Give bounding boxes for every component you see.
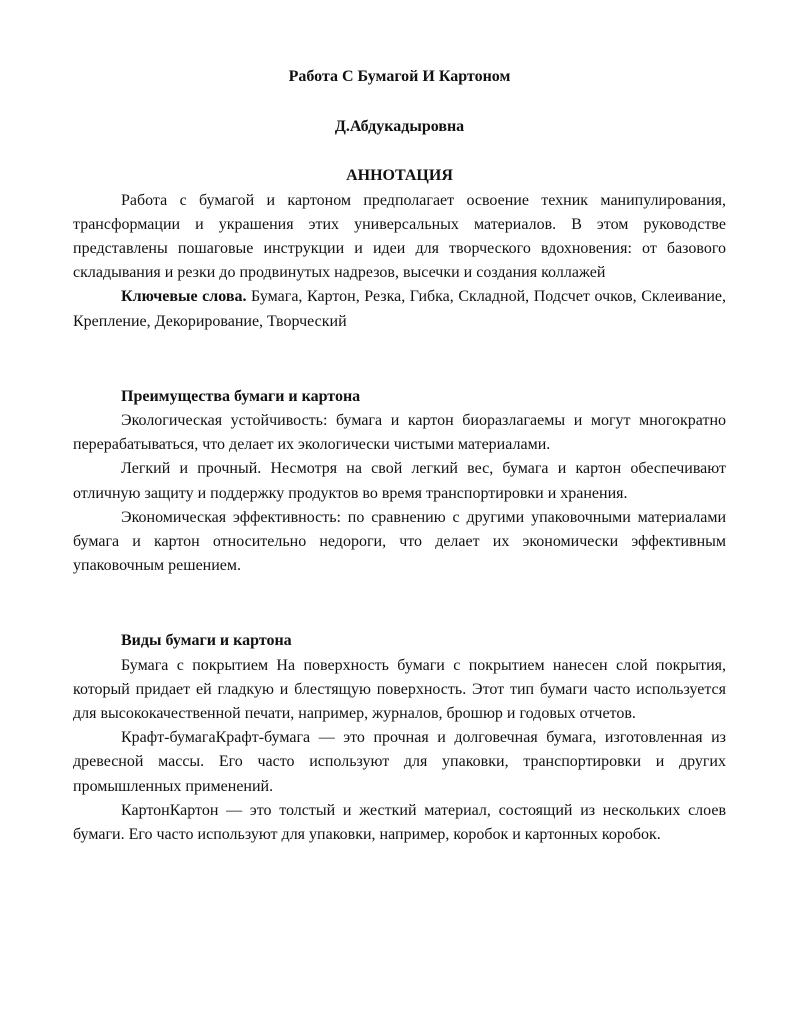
advantages-paragraph-ecology: Экологическая устойчивость: бумага и картон биоразлагаемы и могут многократно перерабатываться, что делает их экологически чистыми материалами. (73, 412, 726, 454)
section-heading-types: Виды бумаги и картона (121, 632, 292, 650)
types-paragraph-cardboard: КартонКартон — это толстый и жесткий материал, состоящий из нескольких слоев бумаги. Его часто используют для упаковки, например, коробок и картонных коробок. (73, 801, 726, 844)
advantages-paragraph-economy: Экономическая эффективность: по сравнению с другими упаковочными материалами бумага и картон относительно недороги, что делает их экономически эффективным упаковочным решением. (73, 508, 726, 575)
annotation-paragraph: Работа с бумагой и картоном предполагает освоение техник манипулирования, трансформации и украшения этих универсальных материалов. В этом руководстве представлены пошаговые инструкции и идеи для творческого вдохновения: от базового складывания и резки до продвинутых надрезов, высечки и создания коллажей (73, 191, 726, 282)
keywords-paragraph (73, 285, 726, 333)
annotation-heading: АННОТАЦИЯ (346, 167, 453, 185)
section-heading-advantages: Преимущества бумаги и картона (121, 387, 361, 405)
document-title: Работа С Бумагой И Картоном (288, 68, 511, 85)
keywords-label: Ключевые слова. (121, 288, 247, 306)
keywords-text: Бумага, Картон, Резка, Гибка, Складной, Подсчет очков, Склеивание, Крепление, Декорирование, Творческий (73, 288, 726, 330)
document-author: Д.Абдукадыровна (334, 118, 465, 136)
advantages-paragraph-light-strong: Легкий и прочный. Несмотря на свой легкий вес, бумага и картон обеспечивают отличную защиту и поддержку продуктов во время транспортировки и хранения. (73, 460, 726, 502)
types-paragraph-coated-paper: Бумага с покрытием На поверхность бумаги с покрытием нанесен слой покрытия, который придает ей гладкую и блестящую поверхность. Этот тип бумаги часто используется для высококачественной печати, например, журналов, брошюр и годовых отчетов. (73, 656, 726, 723)
document-page (73, 60, 726, 847)
types-paragraph-kraft-paper: Крафт-бумагаКрафт-бумага — это прочная и долговечная бумага, изготовленная из древесной массы. Его часто используют для упаковки, транспортировки и других промышленных применений. (73, 729, 726, 795)
